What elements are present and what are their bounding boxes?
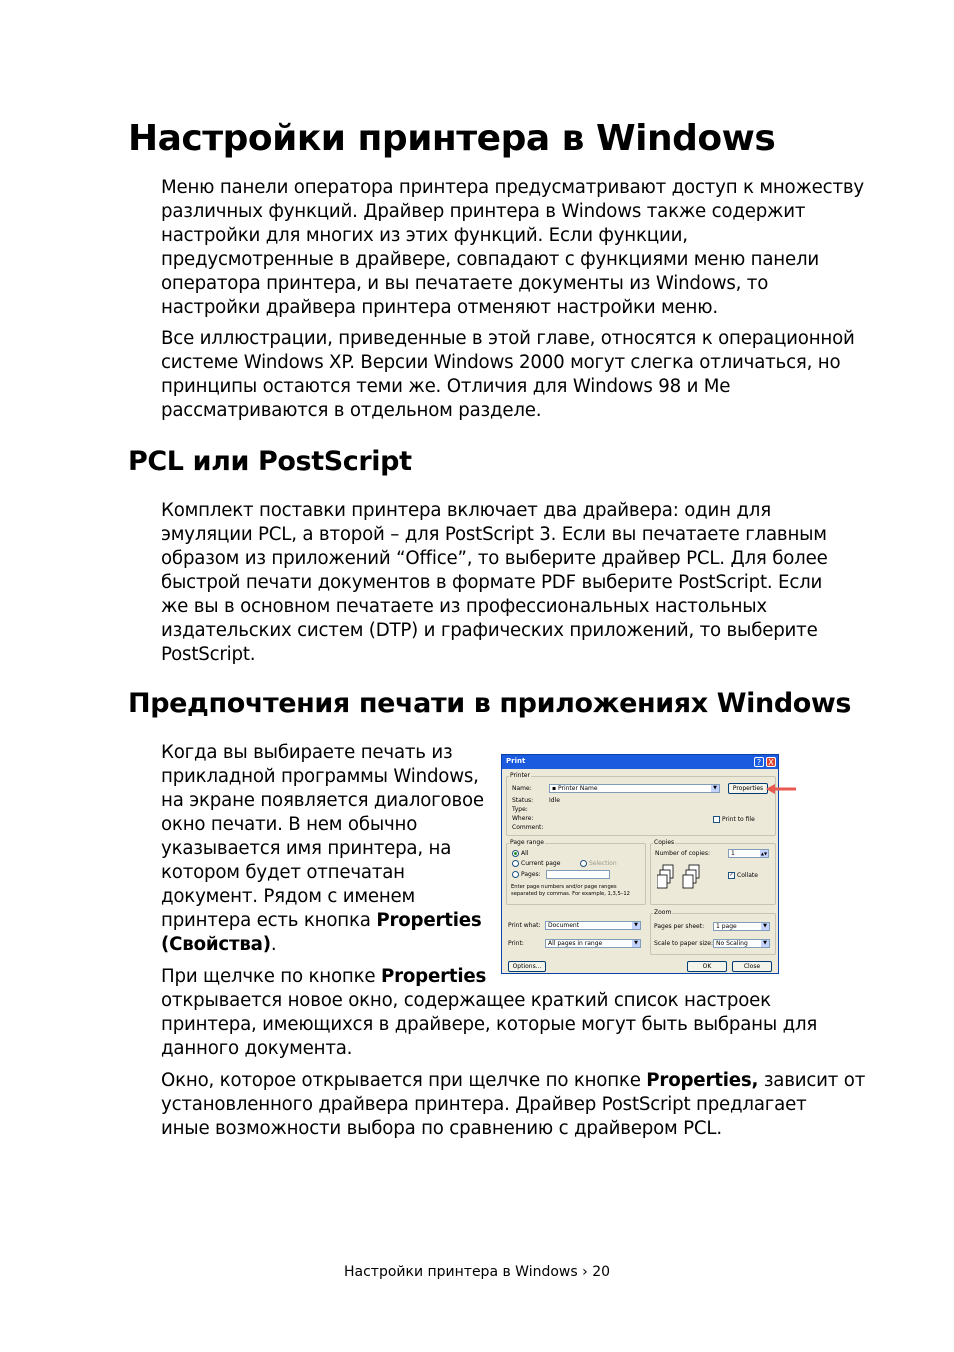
name-label: Name: (512, 785, 532, 792)
preferences-paragraph-1 (161, 741, 484, 957)
where-label: Where: (512, 815, 534, 822)
collate-pages-icon (657, 863, 709, 897)
dialog-title: Print (506, 757, 526, 765)
text-line: принципы остаются теми же. Отличия для Windows 98 и Me (161, 376, 731, 397)
text-line: эмуляции PCL, а второй – для PostScript 3. Если вы печатаете главным (161, 524, 827, 545)
spinner-icon: ▲▼ (760, 851, 768, 856)
text-line: системе Windows XP. Версии Windows 2000 могут слегка отличаться, но (161, 352, 841, 373)
dialog-titlebar (502, 755, 778, 769)
pages-per-sheet-value: 1 page (716, 923, 737, 930)
text-line: прикладной программы Windows, (161, 766, 479, 787)
cancel-button[interactable]: Close (732, 961, 772, 972)
red-arrow-icon (766, 783, 798, 795)
text-line: же вы в основном печатаете из профессиональных настольных (161, 596, 767, 617)
text-line: указывается имя принтера, на (161, 838, 452, 859)
text-line: PostScript. (161, 644, 256, 665)
printer-name-select[interactable] (549, 784, 720, 793)
text-line: настройки для многих из этих функций. Если функции, (161, 225, 688, 246)
all-label: All (521, 850, 529, 857)
text-line: иные возможности выбора по сравнению с драйвером PCL. (161, 1118, 722, 1139)
page-footer (0, 1264, 954, 1280)
text-line: оператора принтера, и вы печатаете документы из Windows, то (161, 273, 769, 294)
print-what-value: Document (548, 922, 580, 929)
text-line: настройки драйвера принтера отменяют настройки меню. (161, 297, 718, 318)
selection-radio[interactable] (580, 860, 587, 867)
print-select[interactable] (545, 939, 641, 948)
text-line: окно печати. В нем обычно (161, 814, 418, 835)
properties-term: Properties (376, 910, 482, 931)
scale-value: No Scaling (716, 940, 748, 947)
text-line: Когда вы выбираете печать из (161, 742, 453, 763)
all-radio[interactable] (512, 850, 519, 857)
text-line: Комплект поставки принтера включает два драйвера: один для (161, 500, 771, 521)
intro-paragraph (161, 176, 864, 320)
chevron-down-icon: ▼ (761, 923, 769, 930)
print-label: Print: (508, 940, 524, 947)
current-page-label: Current page (521, 860, 561, 867)
printer-icon: ▪ (552, 785, 558, 792)
page-title: Настройки принтера в Windows (128, 118, 776, 159)
text-line: образом из приложений “Office”, то выберите драйвер PCL. Для более (161, 548, 828, 569)
text-line: издательских систем (DTP) и графических приложений, то выберите (161, 620, 818, 641)
text-span: принтера есть кнопка (161, 910, 371, 931)
comment-label: Comment: (512, 824, 544, 831)
copies-value: 1 (731, 850, 735, 857)
pages-label: Pages: (521, 871, 541, 878)
chevron-down-icon: ▼ (711, 785, 719, 792)
ok-button[interactable]: OK (687, 961, 727, 972)
text-span: . (270, 934, 277, 955)
text-line: быстрой печати документов в формате PDF выберите PostScript. Если (161, 572, 823, 593)
text-line: установленного драйвера принтера. Драйвер PostScript предлагает (161, 1094, 807, 1115)
pages-per-sheet-label: Pages per sheet: (654, 923, 705, 930)
text-line: Все иллюстрации, приведенные в этой главе, относятся к операционной (161, 328, 855, 349)
copies-label: Copies (654, 839, 675, 846)
print-what-label: Print what: (508, 922, 541, 929)
chevron-down-icon: ▼ (632, 940, 640, 947)
text-line: открывается новое окно, содержащее краткий список настроек (161, 990, 771, 1011)
page-range-hint-1: Enter page numbers and/or page ranges (511, 884, 617, 890)
footer-title: Настройки принтера в Windows (343, 1264, 578, 1280)
footer-separator: › (582, 1264, 588, 1280)
text-line: документ. Рядом с именем (161, 886, 416, 907)
pages-input[interactable] (546, 870, 610, 879)
text-line: котором будет отпечатан (161, 862, 405, 883)
scale-label: Scale to paper size: (654, 940, 713, 947)
zoom-group (650, 913, 776, 955)
options-button[interactable]: Options... (508, 961, 546, 972)
current-page-radio[interactable] (512, 860, 519, 867)
page-range-hint-2: separated by commas. For example, 1,3,5–12 (511, 891, 630, 897)
print-value: All pages in range (548, 940, 603, 947)
text-line (161, 909, 484, 933)
text-line (161, 933, 484, 957)
print-what-select[interactable] (545, 921, 641, 930)
status-value: Idle (549, 797, 560, 804)
chevron-down-icon: ▼ (632, 922, 640, 929)
help-button[interactable]: ? (754, 757, 764, 767)
properties-term-ru: (Свойства) (161, 934, 271, 955)
text-line: на экране появляется диалоговое (161, 790, 484, 811)
text-line: различных функций. Драйвер принтера в Windows также содержит (161, 201, 806, 222)
text-line: Меню панели оператора принтера предусматривают доступ к множеству (161, 177, 864, 198)
section-heading-preferences: Предпочтения печати в приложениях Windows (128, 688, 852, 719)
print-to-file-checkbox[interactable] (713, 816, 720, 823)
page-number: 20 (592, 1264, 611, 1280)
preferences-paragraph-3 (161, 1069, 865, 1141)
properties-term: Properties (380, 966, 487, 987)
type-label: Type: (512, 806, 528, 813)
preferences-paragraph-2 (161, 965, 817, 1061)
collate-checkbox[interactable]: ✓ (729, 872, 734, 878)
scale-select[interactable] (713, 939, 770, 948)
selection-label: Selection (589, 860, 617, 867)
pages-per-sheet-select[interactable] (713, 922, 770, 931)
text-line (161, 1069, 865, 1093)
print-dialog-screenshot (501, 754, 779, 974)
status-label: Status: (512, 797, 534, 804)
printer-group-label: Printer (510, 772, 530, 779)
text-span: При щелчке по кнопке (161, 966, 376, 987)
close-button[interactable]: X (766, 757, 776, 767)
text-span: Окно, которое открывается при щелчке по кнопке (161, 1070, 641, 1091)
print-to-file-label: Print to file (722, 816, 755, 823)
pcl-paragraph (161, 499, 828, 667)
chevron-down-icon: ▼ (761, 940, 769, 947)
collate-label: Collate (737, 872, 758, 879)
zoom-label: Zoom (654, 909, 672, 916)
text-span: зависит от (763, 1070, 866, 1091)
page-range-label: Page range (510, 839, 544, 846)
properties-button[interactable]: Properties (728, 783, 768, 794)
text-line: данного документа. (161, 1038, 353, 1059)
number-of-copies-label: Number of copies: (655, 850, 710, 857)
text-line: предусмотренные в драйвере, совпадают с функциями меню панели (161, 249, 820, 270)
text-line: рассматриваются в отдельном разделе. (161, 400, 542, 421)
pages-radio[interactable] (512, 871, 519, 878)
section-heading-pcl: PCL или PostScript (128, 446, 412, 477)
intro-paragraph-2 (161, 327, 855, 423)
printer-name-value: Printer Name (557, 785, 598, 792)
properties-term: Properties, (646, 1070, 759, 1091)
copies-spinner[interactable] (728, 849, 769, 858)
text-line: принтера, имеющихся в драйвере, которые могут быть выбраны для (161, 1014, 818, 1035)
